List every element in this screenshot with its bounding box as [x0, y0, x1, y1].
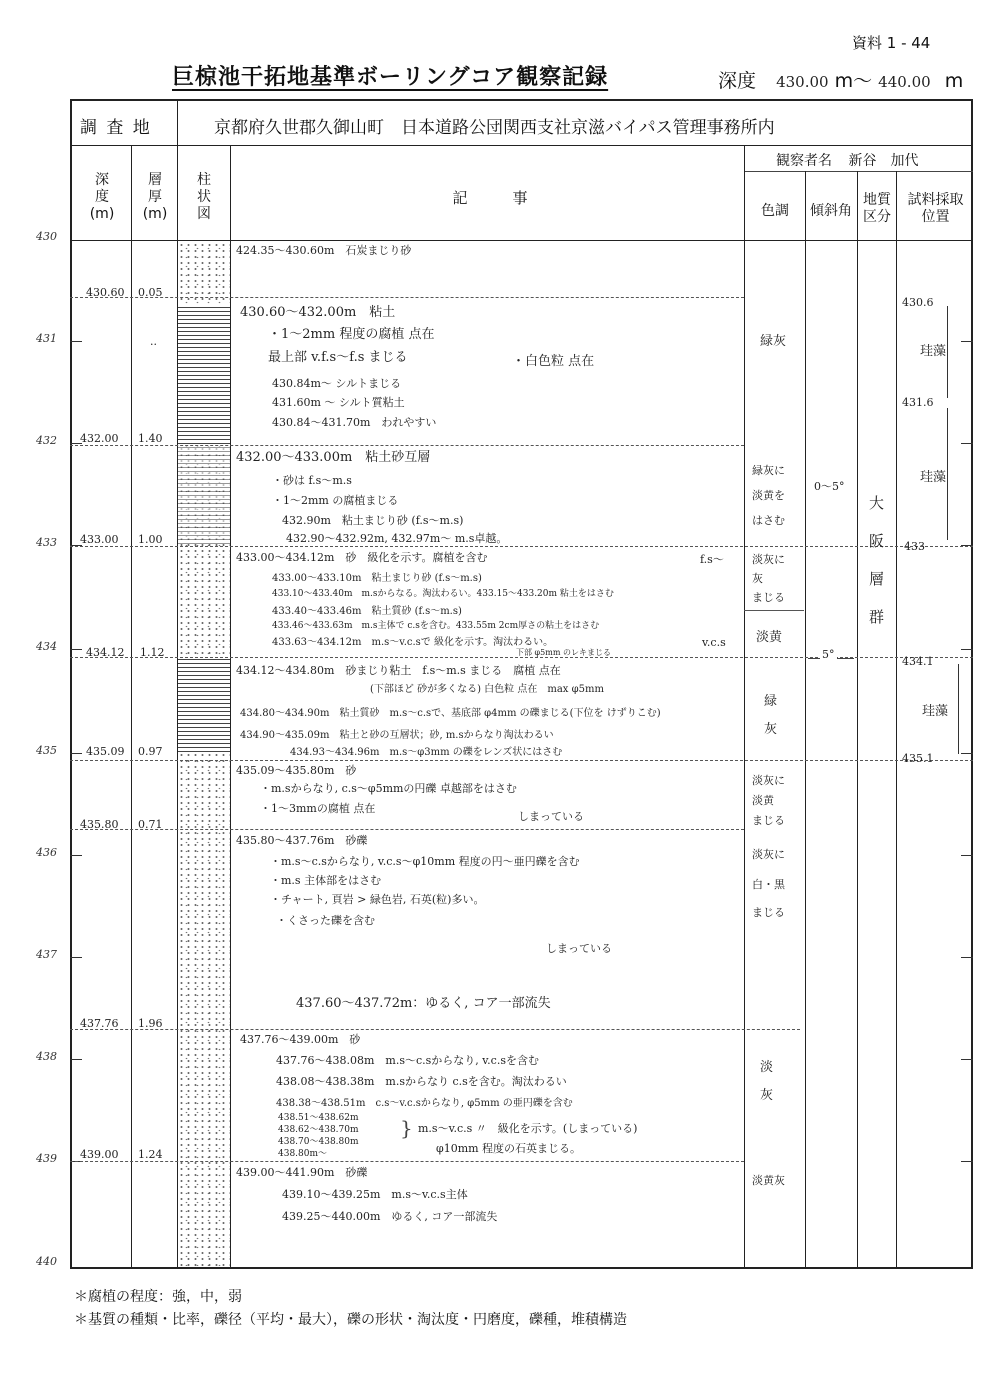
note-line: 430.84〜431.70m われやすい [272, 416, 437, 429]
note-line: ・白色粒 点在 [512, 354, 595, 369]
axis-label: 437 [36, 948, 57, 961]
axis-label: 431 [36, 332, 57, 345]
site-label: 調 査 地 [80, 118, 152, 138]
layer-boundary [70, 760, 973, 761]
depth-unit-from: m〜 [834, 70, 873, 92]
color-value: まじる [752, 814, 785, 827]
layer-thickness: 1.24 [138, 1148, 163, 1161]
depth-tick [961, 649, 973, 650]
note-line: ・チャート, 頁岩 > 緑色岩, 石英(粒)多い。 [270, 893, 485, 906]
note-line: 433.00〜433.10m 粘土まじり砂 (f.s〜m.s) [272, 573, 482, 584]
note-line: 438.80m〜 [278, 1149, 328, 1159]
depth-tick [70, 855, 82, 856]
color-value: 淡 [760, 1060, 774, 1075]
color-value: 灰 [764, 722, 778, 737]
clay-pattern [178, 656, 230, 754]
note-line: 439.00〜441.90m 砂礫 [236, 1166, 368, 1179]
sample-bottom: 431.6 [902, 396, 934, 409]
color-value: 灰 [760, 1088, 774, 1103]
layer-depth: 437.76 [80, 1017, 119, 1030]
note-line: φ10mm 程度の石英まじる。 [436, 1142, 582, 1155]
dip-value: 5° [822, 648, 835, 661]
layer-depth: 435.09 [86, 745, 125, 758]
layer-thickness: 1.96 [138, 1017, 163, 1030]
note-line: 438.70〜438.80m [278, 1137, 359, 1147]
note-line: 434.12〜434.80m 砂まじり粘土 f.s〜m.s まじる 腐植 点在 [236, 664, 561, 677]
divider [230, 145, 231, 1268]
layer-thickness: 0.71 [138, 818, 163, 831]
depth-unit-to: m [944, 70, 964, 92]
note-line: 435.80〜437.76m 砂礫 [236, 834, 368, 847]
divider [131, 145, 132, 1268]
sample-range-line [947, 306, 948, 398]
color-value: 淡黄 [752, 794, 774, 807]
note-line: 431.60m 〜 シルト質粘土 [272, 396, 405, 409]
unit-char: 阪 [869, 532, 885, 550]
page-title: 巨椋池干拓地基準ボーリングコア観察記録 [172, 65, 609, 90]
depth-tick [961, 855, 973, 856]
header-color: 色調 [761, 203, 789, 219]
note-line: ・1〜2mm 程度の腐植 点在 [268, 327, 435, 342]
divider [744, 610, 804, 611]
axis-label: 430 [36, 230, 57, 243]
sample-label: 珪藻 [920, 340, 946, 359]
note-line: 437.60〜437.72m：ゆるく, コア一部流失 [296, 996, 551, 1011]
depth-tick [70, 1059, 82, 1060]
site-value: 京都府久世郡久御山町 日本道路公団関西支社京滋バイパス管理事務所内 [214, 118, 775, 138]
axis-label: 434 [36, 640, 57, 653]
axis-label: 440 [36, 1255, 57, 1268]
layer-thickness: 1.00 [138, 533, 163, 546]
header-depth: 深 度 (m) [89, 172, 115, 222]
layer-boundary [70, 546, 973, 547]
layer-depth: 439.00 [80, 1148, 119, 1161]
note-line: 438.51〜438.62m [278, 1113, 359, 1123]
note-line: ・m.s 主体部をはさむ [270, 874, 382, 887]
layer-depth: 435.80 [80, 818, 119, 831]
color-value: 淡黄 [756, 630, 783, 645]
note-line: 433.10〜433.40m m.sからなる。淘汰わるい。433.15〜433.20m 粘土をはさむ [272, 589, 614, 599]
clay-sand-pattern [178, 444, 230, 544]
ditto-mark: ·· [150, 338, 157, 351]
color-value: はさむ [752, 514, 785, 527]
depth-tick [70, 341, 82, 342]
note-line: ・1〜2mm の腐植まじる [272, 494, 399, 507]
footnote: ＊腐植の程度：強，中，弱 [74, 1289, 242, 1305]
color-value: 緑灰 [760, 334, 787, 349]
header-thickness: 層 厚 (m) [142, 172, 168, 222]
color-value: まじる [752, 591, 785, 604]
layer-thickness: 0.05 [138, 286, 163, 299]
color-value: 淡灰に [752, 774, 785, 787]
unit-char: 層 [869, 570, 885, 588]
axis-label: 435 [36, 744, 57, 757]
note-line: 439.25〜440.00m ゆるく, コア一部流失 [282, 1210, 498, 1223]
depth-tick [961, 341, 973, 342]
sample-top: 434.1 [902, 655, 934, 668]
divider [70, 145, 973, 146]
note-line: 435.09〜435.80m 砂 [236, 764, 357, 777]
depth-range [718, 66, 963, 93]
observer-name: 新谷 加代 [848, 153, 919, 169]
layer-boundary [70, 297, 744, 298]
note-line: v.c.s [702, 636, 726, 649]
note-line: ・m.sからなり, c.s〜φ5mmの円礫 卓越部をはさむ [260, 782, 517, 795]
footnote: ＊基質の種類・比率，礫径（平均・最大），礫の形状・淘汰度・円磨度，礫種，堆積構造 [74, 1312, 627, 1328]
note-line: 437.76〜438.08m m.s〜c.sからなり, v.c.sを含む [276, 1054, 539, 1067]
note-line: 下部 φ5mm のレキまじる [516, 648, 611, 657]
note-line: m.s〜v.c.s 〃 級化を示す。(しまっている) [418, 1122, 638, 1135]
divider [70, 240, 973, 241]
axis-label: 432 [36, 434, 57, 447]
header-notes: 記 事 [452, 189, 528, 207]
note-line: 434.80〜434.90m 粘土質砂 m.s〜c.sで、基底部 φ4mm の礫まじる(下位を けずりこむ) [240, 708, 661, 719]
axis-label: 436 [36, 846, 57, 859]
color-value: 淡黄灰 [752, 1174, 785, 1187]
document-id: 資料 1 - 44 [852, 34, 931, 52]
sample-range-line [947, 408, 948, 540]
dip-value: 0〜5° [814, 480, 845, 493]
brace-mark: } [400, 1116, 413, 1140]
note-line: 438.08〜438.38m m.sからなり c.sを含む。淘汰わるい [276, 1075, 567, 1088]
header-unit: 地質 区分 [863, 192, 891, 225]
clay-pattern [178, 304, 230, 444]
note-line: 432.00〜433.00m 粘土砂互層 [236, 450, 431, 465]
sample-range-line [958, 664, 959, 754]
divider [177, 100, 178, 146]
sample-label: 珪藻 [920, 466, 946, 485]
note-line: (下部ほど 砂が多くなる) 白色粒 点在 max φ5mm [370, 684, 604, 695]
note-line: しまっている [546, 942, 612, 955]
note-line: 432.90〜432.92m, 432.97m〜 m.s卓越。 [286, 532, 508, 545]
layer-depth: 433.00 [80, 533, 119, 546]
note-line: 434.90〜435.09m 粘土と砂の互層状；砂, m.sからなり淘汰わるい [240, 730, 554, 741]
note-line: 439.10〜439.25m m.s〜v.c.s主体 [282, 1188, 468, 1201]
layer-boundary [70, 1029, 800, 1030]
sample-bottom: 433 [904, 540, 925, 553]
divider [744, 171, 973, 172]
note-line: 438.62〜438.70m [278, 1125, 359, 1135]
color-value: まじる [752, 906, 785, 919]
depth-to: 440.00 [878, 73, 931, 91]
divider [857, 171, 858, 1268]
note-line: ・くさった礫を含む [276, 914, 375, 927]
axis-label: 433 [36, 536, 57, 549]
layer-depth: 432.00 [80, 432, 119, 445]
note-line: 424.35〜430.60m 石炭まじり砂 [236, 244, 412, 257]
observer [776, 150, 918, 170]
layer-thickness: 1.40 [138, 432, 163, 445]
color-value: 淡灰に [752, 848, 785, 861]
layer-depth: 434.12 [86, 646, 125, 659]
note-line: ・1〜3mmの腐植 点在 [260, 802, 376, 815]
depth-tick [961, 443, 973, 444]
divider [744, 145, 745, 1268]
depth-tick [961, 957, 973, 958]
note-line: 433.63〜434.12m m.s〜v.c.sで 級化を示す。淘汰わるい。 [272, 637, 554, 648]
unit-char: 大 [869, 494, 885, 512]
sample-bottom: 435.1 [902, 752, 934, 765]
depth-tick [70, 957, 82, 958]
note-line: 438.38〜438.51m c.s〜v.c.sからなり, φ5mm の亜円礫を含む [276, 1098, 573, 1109]
depth-tick [961, 753, 973, 754]
note-line: ・m.s〜c.sからなり, v.c.s〜φ10mm 程度の円〜亜円礫を含む [270, 855, 580, 868]
header-dip: 傾斜角 [810, 203, 852, 219]
note-line: 433.00〜434.12m 砂 級化を示す。腐植を含む [236, 551, 488, 564]
depth-tick [70, 649, 82, 650]
note-line: 432.90m 粘土まじり砂 (f.s〜m.s) [282, 514, 464, 527]
strat-column [178, 242, 230, 1266]
note-line: 430.84m〜 シルトまじる [272, 377, 402, 390]
header-column: 柱 状 図 [197, 172, 211, 222]
note-line: しまっている [518, 810, 584, 823]
unit-char: 群 [869, 608, 885, 626]
layer-thickness: 1.12 [140, 646, 165, 659]
note-line: 434.93〜434.96m m.s〜φ3mm の礫をレンズ状にはさむ [290, 747, 563, 758]
note-line: 433.46〜433.63m m.s主体で c.sを含む。433.55m 2cm厚さの粘土をはさむ [272, 621, 600, 631]
note-line: ・砂は f.s〜m.s [272, 474, 352, 487]
sample-top: 430.6 [902, 296, 934, 309]
depth-label: 深度 [718, 70, 757, 92]
color-value: 緑灰に [752, 464, 785, 477]
divider [805, 171, 806, 1268]
color-value: 淡灰に [752, 553, 785, 566]
header-sample: 試料採取 位置 [907, 192, 964, 225]
axis-label: 439 [36, 1152, 57, 1165]
color-value: 緑 [764, 694, 778, 709]
depth-from: 430.00 [776, 73, 829, 91]
layer-boundary [70, 829, 744, 830]
color-value: 淡黄を [752, 489, 785, 502]
note-line: 最上部 v.f.s〜f.s まじる [268, 350, 408, 365]
layer-thickness: 0.97 [138, 745, 163, 758]
divider [896, 171, 897, 1268]
layer-depth: 430.60 [86, 286, 125, 299]
sample-label: 珪藻 [922, 700, 948, 719]
observer-label: 観察者名 [776, 153, 832, 169]
color-value: 灰 [752, 572, 763, 585]
depth-tick [961, 1059, 973, 1060]
layer-boundary [70, 1161, 744, 1162]
note-line: f.s〜 [700, 553, 724, 566]
note-line: 430.60〜432.00m 粘土 [240, 305, 396, 320]
color-value: 白・黒 [752, 878, 785, 891]
note-line: 437.76〜439.00m 砂 [240, 1033, 361, 1046]
axis-label: 438 [36, 1050, 57, 1063]
note-line: 433.40〜433.46m 粘土質砂 (f.s〜m.s) [272, 606, 462, 617]
depth-tick [961, 1161, 973, 1162]
depth-tick [70, 753, 82, 754]
